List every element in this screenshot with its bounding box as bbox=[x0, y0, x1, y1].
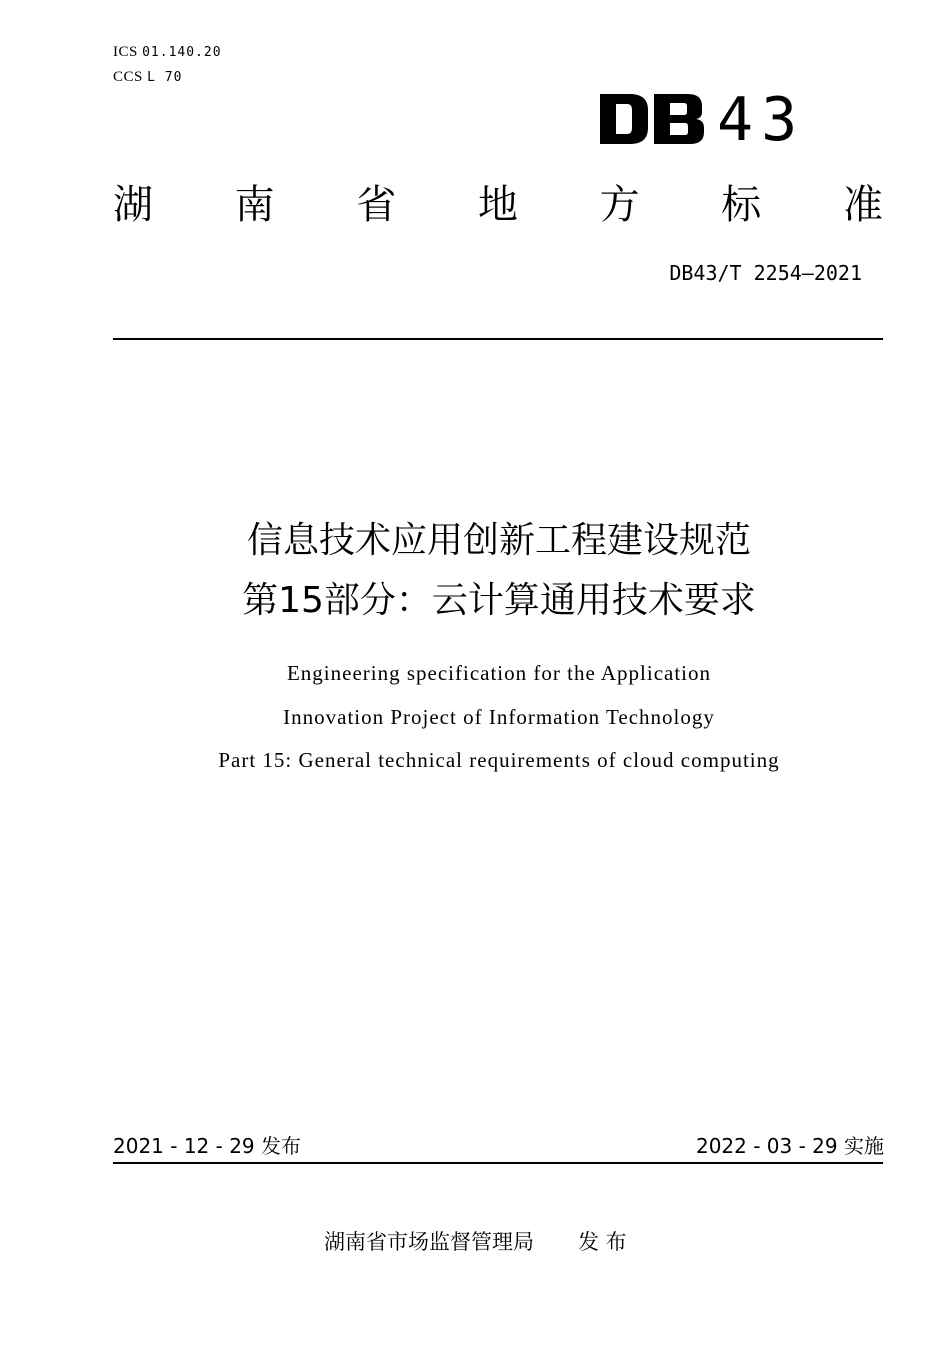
category-char: 准 bbox=[842, 182, 883, 228]
bottom-divider bbox=[113, 1162, 883, 1164]
category-char: 南 bbox=[234, 182, 275, 228]
category-char: 省 bbox=[356, 182, 397, 228]
ccs-value: L 70 bbox=[147, 70, 183, 85]
db-logo bbox=[600, 94, 704, 144]
province-code: 43 bbox=[717, 85, 806, 155]
standard-number: DB43/T 2254—2021 bbox=[669, 261, 862, 285]
ics-value: 01.140.20 bbox=[142, 45, 222, 60]
standard-category bbox=[113, 178, 883, 232]
ccs-label: CCS bbox=[113, 69, 143, 85]
title-en-line3: Part 15: General technical requirements of cloud computing bbox=[218, 748, 780, 772]
ics-code bbox=[113, 44, 222, 61]
category-char: 标 bbox=[721, 182, 762, 228]
top-divider bbox=[113, 338, 883, 340]
issuer-organization: 湖南省市场监督管理局 bbox=[324, 1230, 534, 1254]
implementation-date: 2022 - 03 - 29 实施 bbox=[695, 1134, 884, 1158]
title-cn-line2: 第15部分：云计算通用技术要求 bbox=[242, 580, 756, 621]
title-cn-line1: 信息技术应用创新工程建设规范 bbox=[246, 520, 751, 561]
title-en-line2: Innovation Project of Information Technology bbox=[283, 705, 715, 729]
issuer-action: 发 布 bbox=[578, 1230, 627, 1254]
ics-label: ICS bbox=[113, 44, 138, 60]
category-char: 地 bbox=[477, 182, 518, 228]
category-char: 湖 bbox=[113, 182, 153, 228]
ccs-code bbox=[113, 69, 182, 86]
issue-date: 2021 - 12 - 29 发布 bbox=[113, 1134, 302, 1158]
issuer bbox=[324, 1226, 627, 1258]
category-char: 方 bbox=[599, 182, 640, 228]
title-en-line1: Engineering specification for the Application bbox=[286, 661, 712, 685]
